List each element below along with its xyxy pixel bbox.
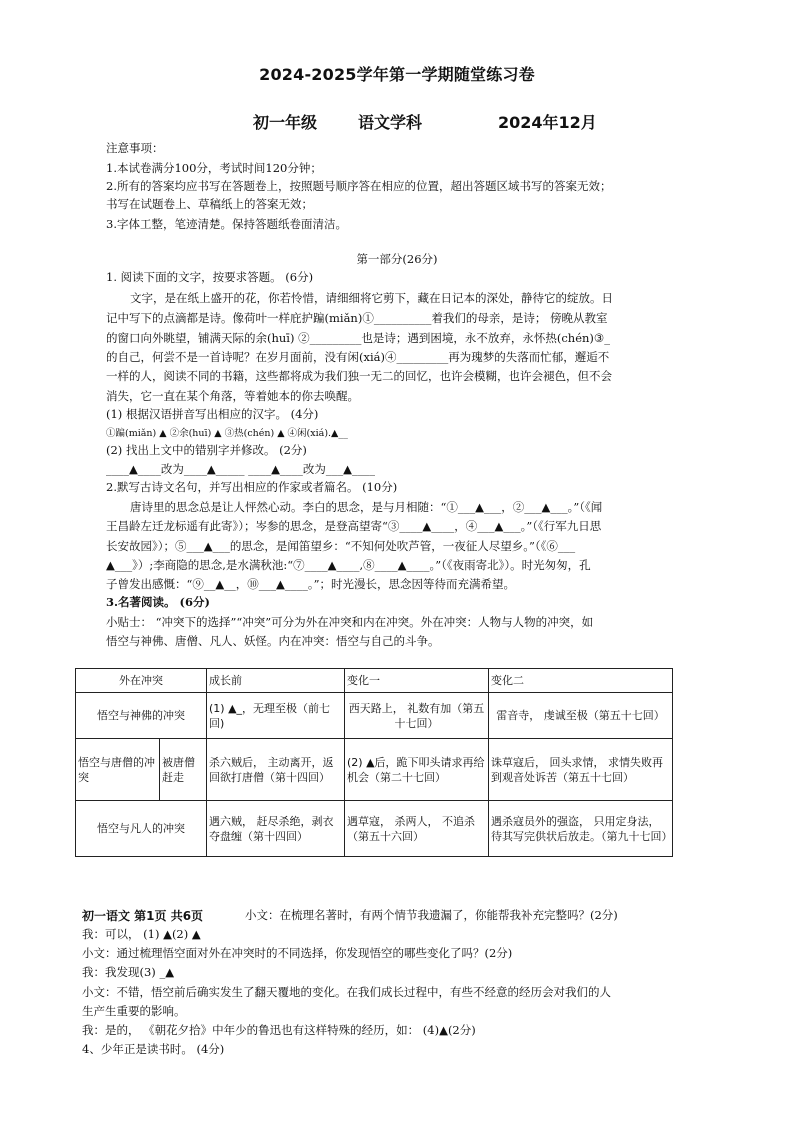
q3-stem: 3.名著阅读。 (6分) bbox=[106, 595, 210, 609]
note-item: 3.字体工整，笔迹清楚。保持答题纸卷面清洁。 bbox=[106, 217, 347, 231]
q2-line: 王昌龄左迁龙标遥有此寄》）；岑参的思念，是登高望寄“③____▲____，④___▲___。”（《行军九日思 bbox=[106, 519, 602, 533]
table-cell: (2) ▲后，跪下叩头请求再给机会（第二十七回） bbox=[345, 739, 489, 801]
q2-line: 子曾发出感慨：“⑨__▲__，⑩___▲____。”；时光漫长，思念因等待而充满希望。 bbox=[106, 577, 515, 591]
passage-line: 文字，是在纸上盛开的花，你若怜惜，请细细将它剪下，藏在日记本的深处，静待它的绽放。日 bbox=[130, 291, 613, 305]
q1-sub1: (1) 根据汉语拼音写出相应的汉字。 (4分) bbox=[106, 407, 319, 421]
table-cell: 诛草寇后， 回头求情， 求情失败再到观音处诉苦（第五十七回） bbox=[489, 739, 673, 801]
row-label: 悟空与凡人的冲突 bbox=[76, 801, 207, 857]
passage-line: 记中写下的点滴都是诗。像荷叶一样庇护蹁(miǎn)①__________着我们的母亲，是诗； 傍晚从教室 bbox=[106, 311, 608, 325]
table-cell: 遇六贼， 赶尽杀绝，剥衣夺盘缠（第十四回） bbox=[207, 801, 345, 857]
row-label: 悟空与唐僧的冲突 bbox=[76, 739, 160, 801]
table-cell: (1) ▲_，无理至极（前七回) bbox=[207, 693, 345, 739]
table-row bbox=[76, 739, 673, 801]
q2-line: 长安故园》）；⑤___▲___的思念，是闻笛望乡：“不知何处吹芦管，一夜征人尽望乡。”（《⑥___ bbox=[106, 539, 576, 553]
pinyin-answer-row: ①蹁(miǎn) ▲ ②余(huī) ▲ ③热(chén) ▲ ④闲(xiá).▲__ bbox=[106, 428, 348, 439]
note-item: 1.本试卷满分100分，考试时间120分钟； bbox=[106, 161, 322, 175]
table-cell: 遇杀寇员外的强盗， 只用定身法，待其写完供状后放走。（第九十七回） bbox=[489, 801, 673, 857]
correction-row: ____▲____改为____▲_____ ____▲____改为___▲____ bbox=[106, 462, 376, 476]
table-header-row bbox=[76, 669, 673, 693]
grade-label: 初一年级 bbox=[253, 113, 318, 132]
table-cell: 西天路上， 礼数有加（第五十七回） bbox=[345, 693, 489, 739]
q2-line: 唐诗里的思念总是让人怦然心动。李白的思念，是与月相随：“①___▲___，②___▲___。”（《闻 bbox=[130, 500, 603, 514]
exam-title: 2024-2025学年第一学期随堂练习卷 bbox=[259, 65, 535, 84]
passage-line: 的自己，何尝不是一首诗呢？在岁月面前，没有闲(xiá)④_________再为瑰梦的失落而忙郁，邂逅不 bbox=[106, 350, 610, 364]
header-cell: 成长前 bbox=[207, 669, 345, 693]
subject-label: 语文学科 bbox=[358, 113, 423, 132]
q3-tip-line: 悟空与神佛、唐僧、凡人、妖怪。内在冲突：悟空与自己的斗争。 bbox=[106, 634, 440, 648]
note-item: 2.所有的答案均应书写在答题卷上，按照题号顺序答在相应的位置，超出答题区域书写的答案无效； bbox=[106, 179, 612, 193]
table-row bbox=[76, 693, 673, 739]
dialogue-line: 我：可以， (1) ▲(2) ▲ bbox=[82, 927, 201, 941]
header-cell: 外在冲突 bbox=[76, 669, 207, 693]
page-footer: 初一语文 第1页 共6页 bbox=[82, 909, 204, 923]
dialogue-line: 小文：不错，悟空前后确实发生了翻天覆地的变化。在我们成长过程中，有些不经意的经历会对我们的人 bbox=[82, 985, 611, 999]
conflict-table bbox=[75, 668, 673, 857]
notes-heading: 注意事项： bbox=[106, 141, 164, 155]
q2-stem: 2.默写古诗文名句，并写出相应的作家或者篇名。 (10分) bbox=[106, 480, 398, 494]
header-cell: 变化二 bbox=[489, 669, 673, 693]
dialogue-line: 我：我发现(3) _▲ bbox=[82, 965, 175, 979]
table-cell: 雷音寺， 虔诚至极（第五十七回） bbox=[489, 693, 673, 739]
row-sublabel: 被唐僧赶走 bbox=[160, 739, 207, 801]
table-cell: 杀六贼后， 主动离开，返回欲打唐僧（第十四回） bbox=[207, 739, 345, 801]
row-label: 悟空与神佛的冲突 bbox=[76, 693, 207, 739]
exam-date: 2024年12月 bbox=[498, 113, 597, 132]
header-cell: 变化一 bbox=[345, 669, 489, 693]
table-cell: 遇草寇， 杀两人， 不追杀（第五十六回） bbox=[345, 801, 489, 857]
dialogue-line: 小文：通过梳理悟空面对外在冲突时的不同选择，你发现悟空的哪些变化了吗？(2分) bbox=[82, 946, 513, 960]
q1-sub2: (2) 找出上文中的错别字并修改。 (2分) bbox=[106, 443, 307, 457]
q1-stem: 1. 阅读下面的文字，按要求答题。 (6分) bbox=[106, 270, 314, 284]
q3-tip-line: 小贴士： “冲突下的选择”“冲突”可分为外在冲突和内在冲突。外在冲突：人物与人物的冲突，如 bbox=[106, 615, 594, 629]
dialogue-line: 4、少年正是读书时。 (4分) bbox=[82, 1042, 225, 1056]
part-heading: 第一部分(26分) bbox=[356, 252, 438, 266]
dialogue-line: 生产生重要的影响。 bbox=[82, 1004, 186, 1018]
passage-line: 消失，它一直在某个角落，等着她本的你去唤醒。 bbox=[106, 389, 359, 403]
passage-line: 的窗口向外眺望，铺满天际的余(huī) ②_________也是诗；遇到困境，永不放弃，永怀热(chén)③_ bbox=[106, 331, 610, 345]
table-row bbox=[76, 801, 673, 857]
passage-line: 一样的人，阅读不同的书籍，这些都将成为我们独一无二的回忆，也许会模糊，也许会褪色，但不会 bbox=[106, 369, 612, 383]
dialogue-line: 小文：在梳理名著时，有两个情节我遗漏了，你能帮我补充完整吗？(2分) bbox=[245, 908, 618, 922]
q2-line: ▲___》）;李商隐的思念,是水满秋池:“⑦____▲____,⑧____▲____。”（《夜雨寄北》）。时光匆匆，孔 bbox=[106, 558, 591, 572]
note-item: 书写在试题卷上、草稿纸上的答案无效； bbox=[106, 197, 313, 211]
dialogue-line: 我：是的， 《朝花夕拾》中年少的鲁迅也有这样特殊的经历，如： (4)▲(2分) bbox=[82, 1023, 476, 1037]
